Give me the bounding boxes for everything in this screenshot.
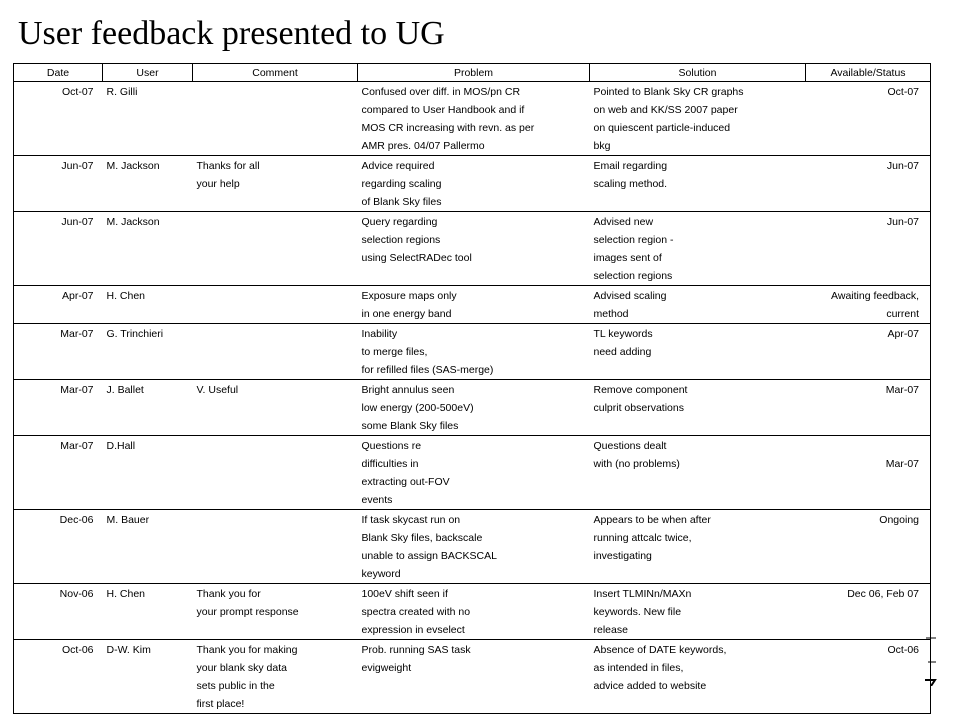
cell-status: Mar-07: [806, 380, 931, 436]
cell-solution: Advised new selection region - images sent of selection regions: [590, 212, 806, 286]
decorative-mark: [920, 636, 938, 686]
cell-comment: Thank you for making your blank sky data sets public in the first place!: [193, 640, 358, 714]
cell-date: Mar-07: [14, 436, 103, 510]
page-title: User feedback presented to UG: [18, 15, 445, 52]
table-row: [14, 324, 931, 380]
cell-date: Mar-07: [14, 380, 103, 436]
cell-user: M. Jackson: [103, 156, 193, 212]
cell-solution: Appears to be when after running attcalc twice, investigating: [590, 510, 806, 584]
cell-comment: [193, 82, 358, 156]
cell-solution: Absence of DATE keywords, as intended in files, advice added to website: [590, 640, 806, 714]
cell-problem: If task skycast run on Blank Sky files, backscale unable to assign BACKSCAL keyword: [358, 510, 590, 584]
cell-solution: Email regarding scaling method.: [590, 156, 806, 212]
column-header-user: User: [103, 64, 193, 82]
table-row: [14, 212, 931, 286]
cell-date: Jun-07: [14, 156, 103, 212]
table-row: [14, 82, 931, 156]
cell-user: G. Trinchieri: [103, 324, 193, 380]
cell-user: R. Gilli: [103, 82, 193, 156]
cell-user: J. Ballet: [103, 380, 193, 436]
cell-comment: [193, 436, 358, 510]
cell-problem: Query regarding selection regions using SelectRADec tool: [358, 212, 590, 286]
cell-solution: Advised scaling method: [590, 286, 806, 324]
cell-status: Apr-07: [806, 324, 931, 380]
cell-user: D.Hall: [103, 436, 193, 510]
table-row: [14, 436, 931, 510]
cell-solution: Remove component culprit observations: [590, 380, 806, 436]
cell-solution: Insert TLMINn/MAXn keywords. New file release: [590, 584, 806, 640]
cell-problem: 100eV shift seen if spectra created with no expression in evselect: [358, 584, 590, 640]
column-header-date: Date: [14, 64, 103, 82]
cell-problem: Inability to merge files, for refilled files (SAS-merge): [358, 324, 590, 380]
column-header-status: Available/Status: [806, 64, 931, 82]
cell-date: Oct-06: [14, 640, 103, 714]
cell-status: Jun-07: [806, 156, 931, 212]
cell-comment: V. Useful: [193, 380, 358, 436]
cell-user: M. Jackson: [103, 212, 193, 286]
cell-date: Jun-07: [14, 212, 103, 286]
cell-date: Nov-06: [14, 584, 103, 640]
cell-comment: [193, 510, 358, 584]
cell-problem: Confused over diff. in MOS/pn CR compared to User Handbook and if MOS CR increasing with revn. as per AMR pres. 04/07 Pallermo: [358, 82, 590, 156]
cell-problem: Bright annulus seen low energy (200-500eV) some Blank Sky files: [358, 380, 590, 436]
table-row: [14, 510, 931, 584]
cell-comment: [193, 324, 358, 380]
cell-status: Ongoing: [806, 510, 931, 584]
cell-user: D-W. Kim: [103, 640, 193, 714]
table-row: [14, 156, 931, 212]
cell-status: Oct-07: [806, 82, 931, 156]
cell-status: Dec 06, Feb 07: [806, 584, 931, 640]
table-row: [14, 286, 931, 324]
cell-problem: Prob. running SAS task evigweight: [358, 640, 590, 714]
cell-status: Mar-07: [806, 436, 931, 510]
column-header-solution: Solution: [590, 64, 806, 82]
cell-user: H. Chen: [103, 584, 193, 640]
table-header-row: [14, 64, 931, 82]
cell-solution: TL keywords need adding: [590, 324, 806, 380]
cell-problem: Advice required regarding scaling of Blank Sky files: [358, 156, 590, 212]
table-row: [14, 640, 931, 714]
column-header-problem: Problem: [358, 64, 590, 82]
cell-problem: Questions re difficulties in extracting out-FOV events: [358, 436, 590, 510]
cell-user: H. Chen: [103, 286, 193, 324]
cell-date: Mar-07: [14, 324, 103, 380]
cell-date: Oct-07: [14, 82, 103, 156]
cell-solution: Questions dealt with (no problems): [590, 436, 806, 510]
cell-comment: Thanks for all your help: [193, 156, 358, 212]
cell-status: Oct-06: [806, 640, 931, 714]
column-header-comment: Comment: [193, 64, 358, 82]
cell-status: Jun-07: [806, 212, 931, 286]
cell-comment: [193, 286, 358, 324]
feedback-table: [13, 63, 931, 714]
cell-date: Apr-07: [14, 286, 103, 324]
table-row: [14, 380, 931, 436]
cell-user: M. Bauer: [103, 510, 193, 584]
cell-status: Awaiting feedback, current: [806, 286, 931, 324]
cell-comment: Thank you for your prompt response: [193, 584, 358, 640]
cell-date: Dec-06: [14, 510, 103, 584]
cell-solution: Pointed to Blank Sky CR graphs on web and KK/SS 2007 paper on quiescent particle-induced bkg: [590, 82, 806, 156]
table-row: [14, 584, 931, 640]
cell-comment: [193, 212, 358, 286]
cell-problem: Exposure maps only in one energy band: [358, 286, 590, 324]
